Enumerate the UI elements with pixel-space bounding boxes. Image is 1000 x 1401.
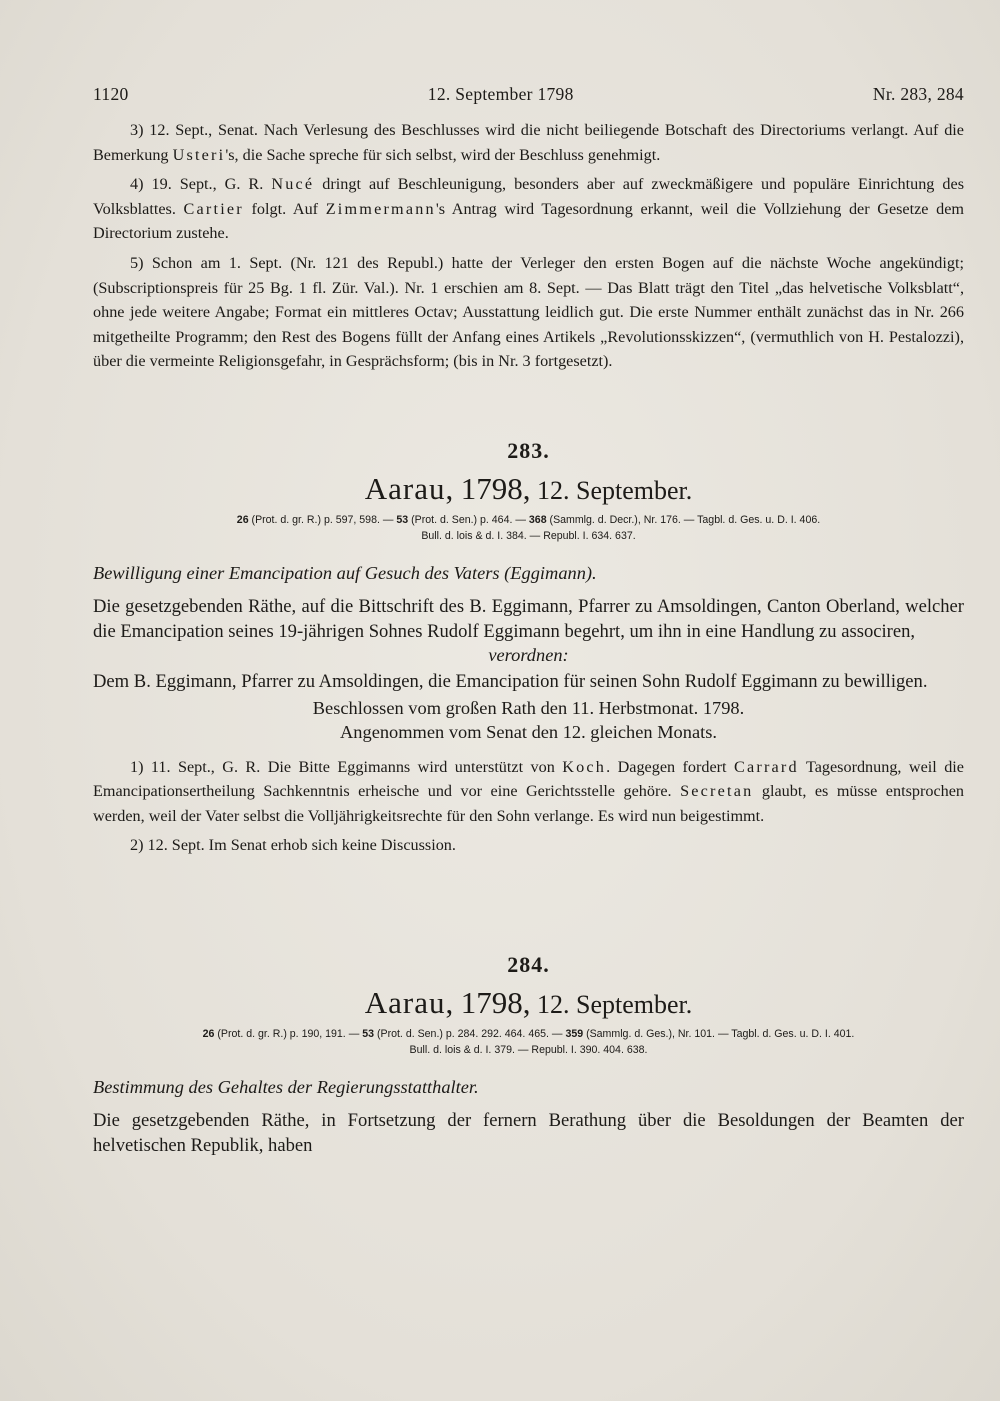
- notes-top: [93, 118, 964, 379]
- dateline-place: Aarau,: [364, 985, 455, 1020]
- refs-line-2: Bull. d. lois & d. I. 384. — Republ. I. 634. 637.: [421, 530, 636, 542]
- header-date: 12. September 1798: [427, 84, 574, 104]
- source-references: [93, 1026, 964, 1058]
- note-5: 5) Schon am 1. Sept. (Nr. 121 des Republ.) hatte der Verleger den ersten Bogen auf die nächste Woche angekündigt; (Subscriptionspreis für 25 Bg. 1 fl. Zür. Val.). Nr. 1 erschien am 8. Sept. — Das Blatt trägt den Titel „das helvetische Volksblatt“, ohne jede weitere Angabe; Format ein mittleres Octav; Ausstattung leidlich gut. Die erste Nummer enthält zunächst das in Nr. 266 mitgetheilte Programm; den Rest des Bogens füllt der Anfang eines Artikels „Revolutionsskizzen“, (vermuthlich von H. Pestalozzi), über die vermeinte Religionsgefahr, in Gesprächsform; (bis in Nr. 3 fortgesetzt).: [93, 253, 964, 371]
- page-number: 1120: [93, 84, 129, 104]
- preamble: Die gesetzgebenden Räthe, auf die Bittschrift des B. Eggimann, Pfarrer zu Amsoldingen, Canton Oberland, welcher die Emancipation seines 19-jährigen Sohnes Rudolf Eggimann begehrt, um ihn in eine Handlung zu associren,: [93, 596, 964, 642]
- doc-number: 284.: [507, 952, 550, 977]
- dateline-year: 1798,: [460, 985, 531, 1020]
- doc-heading: Bestimmung des Gehaltes der Regierungsstatthalter.: [93, 1077, 479, 1097]
- note-1: 1) 11. Sept., G. R. Die Bitte Eggimanns wird unterstützt von Koch. Dagegen fordert Carrard Tagesordnung, weil die Emancipationsertheilung Sachkenntnis erheische und vor eine Gerichtsstelle gehöre. Secretan glaubt, es müsse entsprochen werden, weil der Vater selbst die Volljährigkeitsrechte für den Sohn verlange. Es wird nun beigestimmt.: [93, 757, 965, 825]
- doc-number: 283.: [507, 438, 550, 463]
- decree-text: Dem B. Eggimann, Pfarrer zu Amsoldingen, die Emancipation für seinen Sohn Rudolf Eggimann zu bewilligen.: [93, 670, 928, 692]
- refs-line-1: 26 (Prot. d. gr. R.) p. 190, 191. — 53 (Prot. d. Sen.) p. 284. 292. 464. 465. — 359 (Sammlg. d. Ges.), Nr. 101. — Tagbl. d. Ges. u. D. I. 401.: [202, 1028, 855, 1040]
- source-references: [93, 512, 964, 544]
- dateline: [93, 985, 964, 1020]
- document-284: [93, 952, 964, 1158]
- note-2: 2) 12. Sept. Im Senat erhob sich keine Discussion.: [130, 836, 456, 855]
- doc-heading: Bewilligung einer Emancipation auf Gesuch des Vaters (Eggimann).: [93, 563, 597, 583]
- resolved-great-council: Beschlossen vom großen Rath den 11. Herbstmonat. 1798.: [312, 697, 745, 718]
- verordnen: verordnen:: [488, 645, 569, 665]
- refs-line-1: 26 (Prot. d. gr. R.) p. 597, 598. — 53 (Prot. d. Sen.) p. 464. — 368 (Sammlg. d. Decr.), Nr. 176. — Tagbl. d. Ges. u. D. I. 406.: [236, 514, 821, 526]
- resolved-senate: Angenommen vom Senat den 12. gleichen Monats.: [340, 722, 717, 742]
- running-head: [93, 84, 964, 105]
- document-283: [93, 438, 964, 863]
- dateline-date: 12. September.: [536, 990, 693, 1019]
- dateline-year: 1798,: [460, 471, 531, 506]
- dateline-date: 12. September.: [536, 476, 693, 505]
- note-4: 4) 19. Sept., G. R. Nucé dringt auf Beschleunigung, besonders aber auf zweckmäßigere und populäre Einrichtung des Volksblattes. Cartier folgt. Auf Zimmermann's Antrag wird Tagesordnung erkannt, weil die Vollziehung der Gesetze dem Directorium zustehe.: [93, 175, 964, 243]
- header-doc-numbers: Nr. 283, 284: [872, 84, 964, 104]
- dateline: [93, 471, 964, 506]
- note-3: 3) 12. Sept., Senat. Nach Verlesung des Beschlusses wird die nicht beiliegende Botschaft des Directoriums verlangt. Auf die Bemerkung Usteri's, die Sache spreche für sich selbst, wird der Beschluss genehmigt.: [93, 121, 964, 164]
- refs-line-2: Bull. d. lois & d. I. 379. — Republ. I. 390. 404. 638.: [409, 1044, 648, 1056]
- preamble: Die gesetzgebenden Räthe, in Fortsetzung der fernern Berathung über die Besoldungen der Beamten der helvetischen Republik, haben: [93, 1110, 964, 1156]
- dateline-place: Aarau,: [364, 471, 455, 506]
